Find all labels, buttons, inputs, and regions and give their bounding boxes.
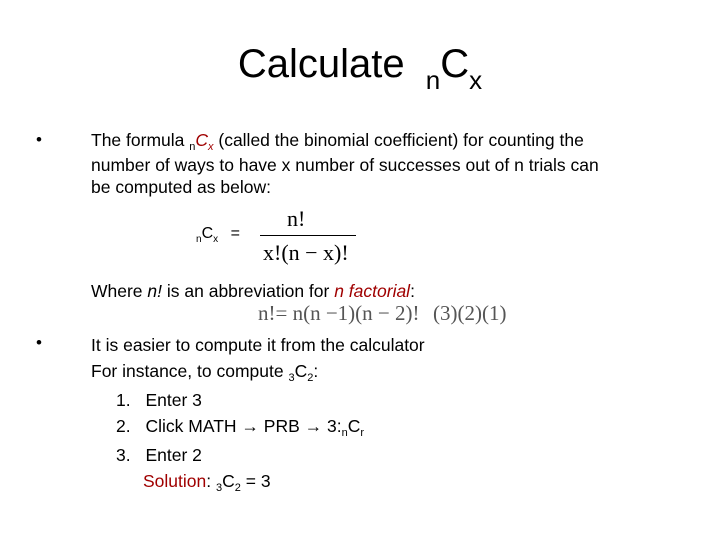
para1-line1: [91, 129, 599, 154]
para1-line2: number of ways to have x number of successes out of n trials can: [91, 155, 599, 175]
solution-c: C: [222, 471, 235, 491]
para2-sub-2: 2: [307, 372, 314, 384]
para2-line2: [91, 358, 425, 387]
title-text: Calculate: [237, 42, 416, 86]
para1-sub-n: n: [189, 141, 196, 153]
where-line: [91, 280, 415, 302]
factorial-formula-left: n!= n(n −1)(n − 2)!: [258, 301, 420, 325]
slide-title: [0, 42, 720, 95]
step-2-text-pre: Click MATH: [145, 416, 242, 436]
fraction-bar: [260, 235, 356, 236]
step-2: [91, 413, 425, 442]
para1-c: C: [195, 130, 208, 150]
step-2-sub-n: n: [341, 427, 348, 439]
bullet-1: •: [36, 130, 42, 149]
paragraph-2: [91, 332, 425, 497]
where-pre: Where: [91, 281, 148, 301]
step-2-num: 2.: [116, 416, 131, 436]
para2-sub-3: 3: [288, 372, 295, 384]
step-3-num: 3.: [116, 445, 131, 465]
title-sub-x: x: [469, 65, 483, 95]
where-nfact: n!: [147, 281, 163, 301]
step-2-mid: PRB: [258, 416, 305, 436]
para2-line2-pre: For instance, to compute: [91, 361, 289, 381]
step-3-text: Enter 2: [145, 445, 202, 465]
solution-sub-3: 3: [215, 482, 223, 494]
formula-c: C: [201, 225, 214, 242]
solution-line: [91, 468, 425, 497]
title-c: C: [440, 42, 470, 86]
formula-equals: =: [230, 225, 240, 242]
formula-lhs: [196, 225, 240, 243]
formula-denominator: x!(n − x)!: [263, 240, 349, 265]
para1-line1-pre: The formula: [91, 130, 190, 150]
factorial-formula-right: (3)(2)(1): [433, 301, 507, 325]
para1-line3: be computed as below:: [91, 177, 271, 197]
solution-value: = 3: [240, 471, 271, 491]
arrow-right-icon: →: [304, 416, 323, 436]
n-factorial-term: n factorial: [334, 281, 411, 301]
step-1-num: 1.: [116, 390, 131, 410]
where-mid: is an abbreviation for: [162, 281, 335, 301]
formula-sub-x: x: [213, 234, 219, 245]
solution-colon: :: [206, 471, 216, 491]
formula-numerator: n!: [287, 206, 306, 231]
para1-sub-x: x: [208, 141, 214, 153]
step-1: [91, 387, 425, 413]
step-2-sub-r: r: [360, 427, 365, 439]
step-2-post: 3:: [322, 416, 342, 436]
formula-sub-n: n: [196, 234, 202, 245]
step-3: [91, 442, 425, 468]
where-post: :: [410, 281, 415, 301]
paragraph-1: [91, 129, 599, 198]
title-sub-n: n: [425, 65, 441, 95]
arrow-right-icon: →: [241, 416, 259, 436]
para2-c: C: [294, 361, 308, 381]
para1-line1-post: (called the binomial coefficient) for counting the: [213, 130, 584, 150]
para2-line1: It is easier to compute it from the calculator: [91, 335, 425, 355]
solution-sub-2: 2: [234, 482, 241, 494]
bullet-2: •: [36, 333, 42, 352]
step-1-text: Enter 3: [145, 390, 202, 410]
para2-colon: :: [313, 361, 319, 381]
solution-label: Solution: [143, 471, 207, 491]
step-2-c: C: [347, 416, 361, 436]
